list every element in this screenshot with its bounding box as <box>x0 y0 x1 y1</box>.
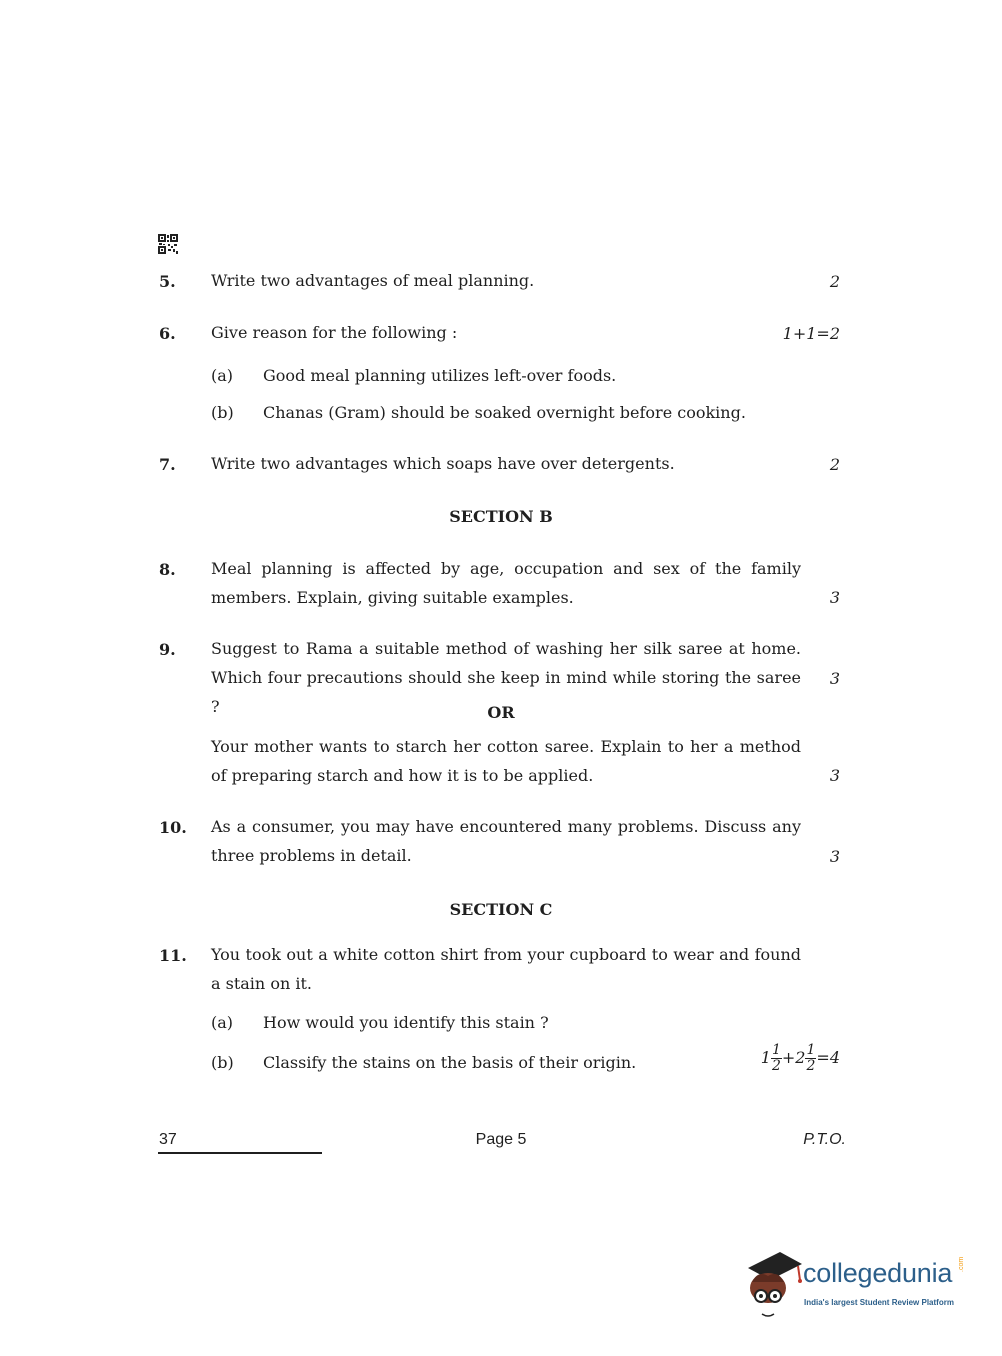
fraction-numerator: 1 <box>771 1042 781 1058</box>
fraction-denominator: 2 <box>806 1058 816 1074</box>
sub-question-text: How would you identify this stain ? <box>263 1013 549 1032</box>
marks: 3 <box>829 847 840 866</box>
question-number: 8. <box>159 560 176 579</box>
fraction <box>805 1043 816 1074</box>
fraction-numerator: 1 <box>806 1042 816 1058</box>
question-number: 10. <box>159 818 187 837</box>
collegedunia-mascot-icon <box>744 1250 804 1320</box>
question-text: You took out a white cotton shirt from your cupboard to wear and found a stain on it. <box>211 945 801 993</box>
sub-question-label: (a) <box>211 1013 234 1032</box>
marks-total: =4 <box>816 1048 840 1067</box>
marks-plus: +2 <box>781 1048 806 1067</box>
sub-question-text: Chanas (Gram) should be soaked overnight before cooking. <box>263 403 746 422</box>
pto-label: P.T.O. <box>803 1131 846 1148</box>
marks: 1+1=2 <box>782 324 840 343</box>
question-text: Meal planning is affected by age, occupation and sex of the family members. Explain, giving suitable examples. <box>211 559 801 607</box>
question-number: 9. <box>159 640 176 659</box>
logo-domain-suffix: .com <box>958 1256 965 1272</box>
marks-fraction <box>761 1043 840 1074</box>
marks: 3 <box>829 766 840 785</box>
fraction <box>771 1043 782 1074</box>
page-number: Page 5 <box>475 1131 527 1148</box>
section-heading: SECTION B <box>449 507 553 526</box>
sub-question-text: Classify the stains on the basis of their origin. <box>263 1053 637 1072</box>
question-number: 7. <box>159 455 176 474</box>
section-heading: SECTION C <box>449 900 553 919</box>
question-number: 6. <box>159 324 176 343</box>
or-divider: OR <box>487 703 515 722</box>
question-text: Write two advantages which soaps have over detergents. <box>211 454 675 473</box>
collegedunia-logo-text: collegedunia <box>803 1258 953 1288</box>
sub-question-label: (b) <box>211 1053 234 1072</box>
question-number: 11. <box>159 946 187 965</box>
question-number: 5. <box>159 272 176 291</box>
question-text: Write two advantages of meal planning. <box>211 271 535 290</box>
footer-rule <box>158 1152 322 1154</box>
marks: 2 <box>829 272 840 291</box>
marks-whole: 1 <box>760 1048 771 1067</box>
qr-code-icon <box>158 234 178 254</box>
marks: 2 <box>829 455 840 474</box>
question-text: Give reason for the following : <box>211 323 458 342</box>
question-text: As a consumer, you may have encountered many problems. Discuss any three problems in detail. <box>211 817 801 865</box>
paper-code: 37 <box>159 1131 177 1148</box>
sub-question-label: (b) <box>211 403 234 422</box>
fraction-denominator: 2 <box>771 1058 781 1074</box>
sub-question-text: Good meal planning utilizes left-over foods. <box>263 366 617 385</box>
marks: 3 <box>829 588 840 607</box>
sub-question-label: (a) <box>211 366 234 385</box>
question-text: Suggest to Rama a suitable method of washing her silk saree at home. Which four precautions should she keep in mind while storing the saree ? <box>211 639 801 716</box>
marks: 3 <box>829 669 840 688</box>
logo-tagline: India's largest Student Review Platform <box>804 1298 954 1307</box>
question-text: Your mother wants to starch her cotton saree. Explain to her a method of preparing starch and how it is to be applied. <box>211 737 801 785</box>
